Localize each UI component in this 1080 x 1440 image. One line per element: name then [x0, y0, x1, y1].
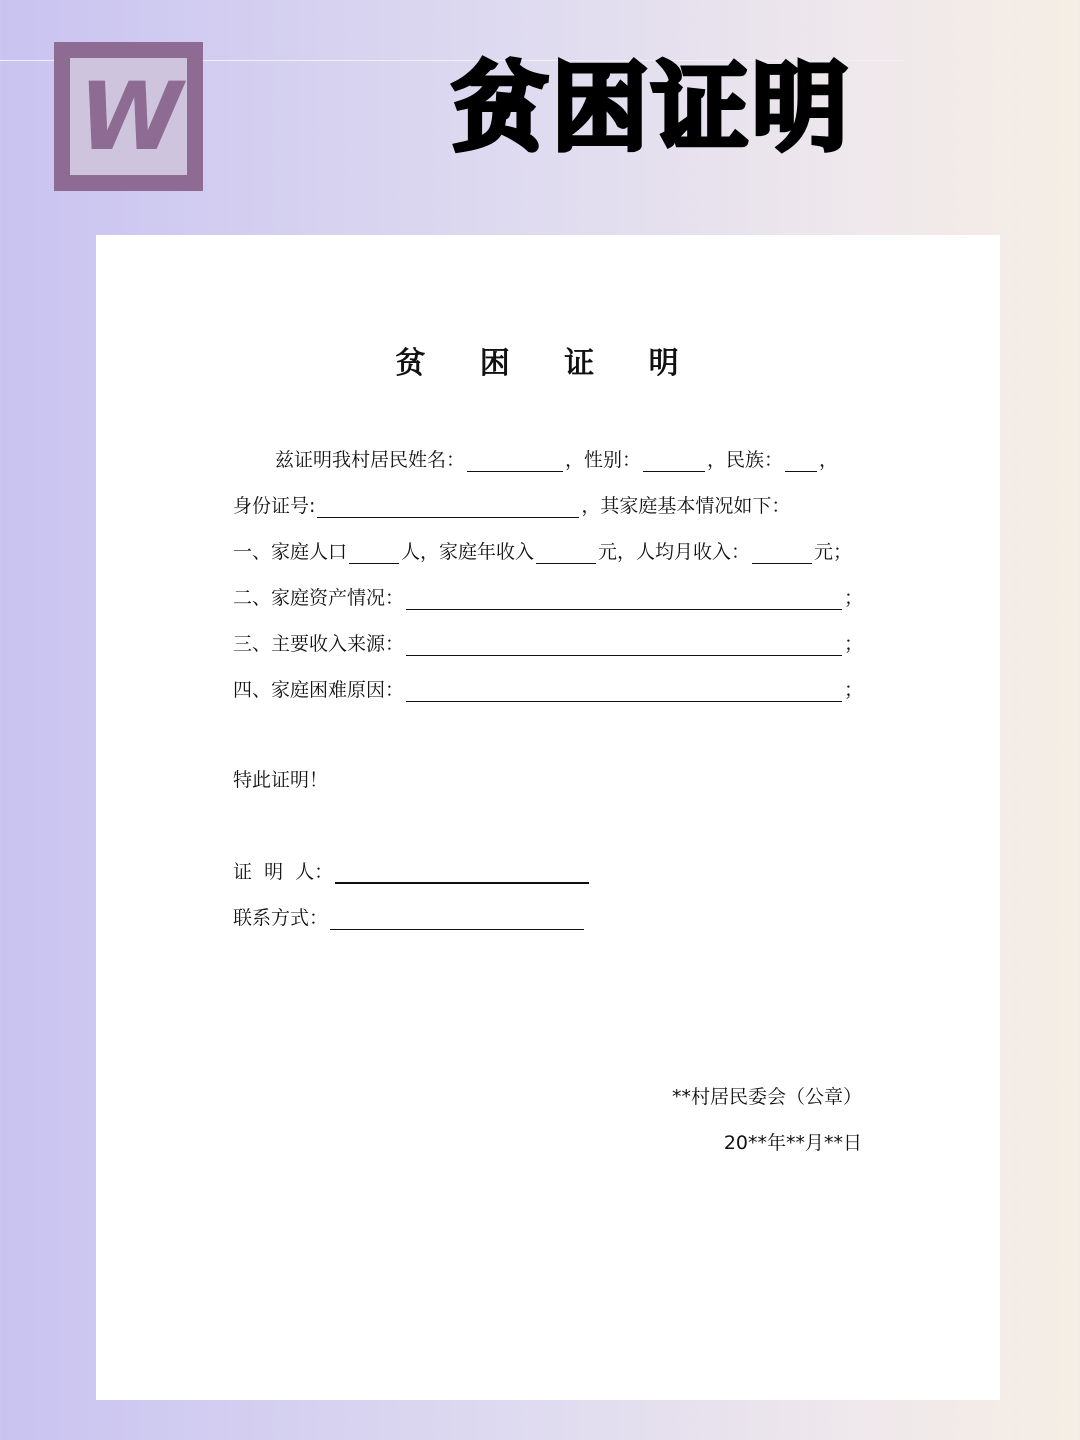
monthly-income-label: 元，人均月收入： — [598, 541, 751, 563]
id-number-suffix: ，其家庭基本情况如下： — [581, 495, 791, 517]
line-household-assets — [233, 576, 863, 610]
income-source-field[interactable] — [406, 633, 842, 656]
contact-label: 联系方式： — [233, 907, 329, 929]
hardship-field[interactable] — [406, 679, 842, 702]
hardship-label: 四、家庭困难原因： — [233, 679, 405, 701]
word-logo-letter: W — [78, 63, 179, 172]
certifier-label: 证 明 人： — [233, 861, 334, 883]
line4-end: ； — [843, 587, 863, 609]
contact-field[interactable] — [330, 907, 584, 930]
line-contact — [233, 896, 863, 930]
line-hardship-reason — [233, 668, 863, 702]
assets-label: 二、家庭资产情况： — [233, 587, 405, 609]
line6-end: ； — [843, 679, 863, 701]
id-number-field[interactable] — [317, 495, 579, 518]
id-number-label: 身份证号: — [233, 495, 316, 517]
ethnic-label: ，民族： — [707, 449, 784, 471]
line-household-income — [233, 530, 863, 564]
closing-text: 特此证明！ — [233, 769, 329, 791]
assets-field[interactable] — [406, 587, 842, 610]
name-label: 兹证明我村居民姓名： — [275, 449, 466, 471]
document-title: 贫 困 证 明 — [395, 346, 701, 381]
annual-income-label: 人，家庭年收入 — [401, 541, 535, 563]
line-id-number — [233, 484, 863, 518]
gender-label: ，性别： — [565, 449, 642, 471]
ethnic-field[interactable] — [785, 449, 817, 472]
gender-field[interactable] — [643, 449, 705, 472]
line-income-source — [233, 622, 863, 656]
monthly-income-field[interactable] — [752, 541, 812, 564]
line-name-gender-ethnic — [233, 438, 863, 472]
line3-end: 元； — [814, 541, 853, 563]
name-field[interactable] — [467, 449, 563, 472]
income-source-label: 三、主要收入来源： — [233, 633, 405, 655]
population-label: 一、家庭人口 — [233, 541, 348, 563]
line-certifier — [233, 850, 863, 884]
certifier-field[interactable] — [335, 860, 589, 884]
document-page — [96, 235, 1000, 1400]
stamp-text: **村居民委会（公章） — [671, 1086, 862, 1108]
annual-income-field[interactable] — [536, 541, 596, 564]
closing-line — [233, 758, 863, 792]
banner-title: 贫困证明 — [452, 52, 852, 164]
date-text: 20**年**月**日 — [723, 1132, 862, 1154]
line1-end: ， — [819, 449, 839, 471]
line5-end: ； — [843, 633, 863, 655]
population-field[interactable] — [349, 541, 399, 564]
word-logo-icon — [54, 42, 203, 191]
